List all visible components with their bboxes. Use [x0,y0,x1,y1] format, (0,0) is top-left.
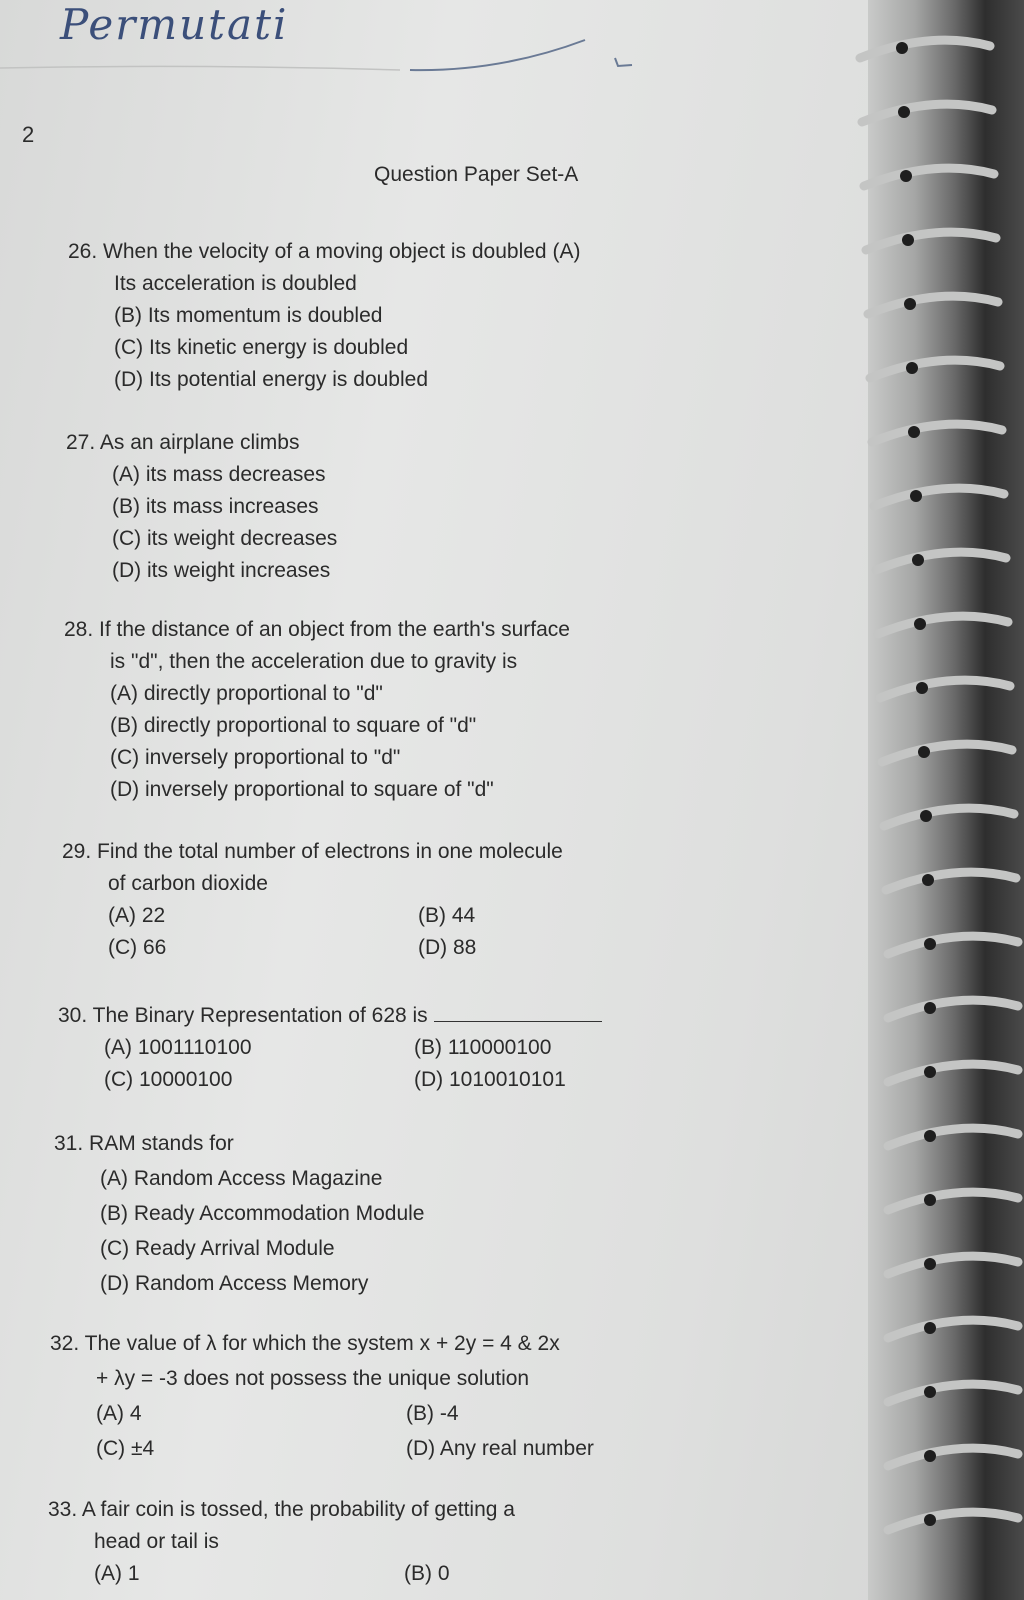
paper-title: Question Paper Set-A [374,163,579,186]
question-stem-continued: is "d", then the acceleration due to gravity is [110,650,518,673]
coil-ring [888,1320,1018,1338]
coil-ring [888,936,1018,954]
punch-hole [916,682,928,694]
option: (A) directly proportional to "d" [110,682,383,705]
option: (B) its mass increases [112,495,319,518]
option: (C) 10000100 [104,1068,233,1091]
coil-ring [862,104,992,122]
option: (A) its mass decreases [112,463,326,486]
question-stem: 33. A fair coin is tossed, the probability of getting a [48,1498,515,1521]
coil-ring [864,168,994,186]
page-number: 2 [22,122,35,147]
coil-ring [878,616,1008,634]
punch-hole [924,1450,936,1462]
punch-hole [924,1514,936,1526]
coil-ring [860,40,990,58]
option: (B) -4 [406,1402,459,1425]
coil-ring [886,872,1016,890]
question-27 [66,427,337,587]
option: (D) Any real number [406,1437,594,1460]
option: (A) 22 [108,904,166,927]
punch-hole [904,298,916,310]
option: (D) its weight increases [112,559,331,582]
punch-hole [902,234,914,246]
question-stem: 28. If the distance of an object from the earth's surface [64,618,570,641]
coil-ring [888,1512,1018,1530]
coil-ring [876,552,1006,570]
option: (A) Random Access Magazine [100,1167,383,1190]
option: (D) inversely proportional to square of "d" [110,778,494,801]
punch-hole [924,1002,936,1014]
question-30 [58,1000,694,1096]
option: (D) 1010010101 [414,1068,566,1091]
punch-hole [924,1386,936,1398]
option: (C) 66 [108,936,167,959]
coil-ring [874,488,1004,506]
option: (B) 0 [404,1562,450,1585]
punch-hole [906,362,918,374]
option: (C) inversely proportional to "d" [110,746,401,769]
punch-hole [924,1258,936,1270]
coil-ring [888,1192,1018,1210]
coil-ring [888,1128,1018,1146]
answer-blank [434,1003,602,1022]
question-stem: 31. RAM stands for [54,1132,234,1155]
option: (B) Ready Accommodation Module [100,1202,425,1225]
option: (C) its weight decreases [112,527,338,550]
coil-ring [888,1000,1018,1018]
question-31 [54,1126,425,1301]
question-stem: 29. Find the total number of electrons in one molecule [62,840,563,863]
question-33 [48,1494,684,1590]
punch-hole [896,42,908,54]
coil-ring [884,808,1014,826]
question-stem: 26. When the velocity of a moving object is doubled (A) [68,240,581,263]
punch-hole [924,1130,936,1142]
question-32 [50,1326,686,1466]
option: (B) directly proportional to square of "d" [110,714,477,737]
coil-ring [882,744,1012,762]
punch-hole [924,1194,936,1206]
punch-hole [918,746,930,758]
option: (C) ±4 [96,1437,155,1460]
question-29 [62,836,698,964]
question-stem: 32. The value of λ for which the system x + 2y = 4 & 2x [50,1332,560,1355]
punch-hole [924,1066,936,1078]
coil-ring [888,1064,1018,1082]
option: (B) 44 [418,904,476,927]
punch-hole [924,1322,936,1334]
punch-hole [924,938,936,950]
option: (D) 88 [418,936,477,959]
punch-hole [922,874,934,886]
punch-hole [908,426,920,438]
question-stem-continued: head or tail is [94,1530,219,1553]
question-28 [64,614,570,806]
option: (C) Ready Arrival Module [100,1237,335,1260]
option: (D) Random Access Memory [100,1272,369,1295]
coil-ring [880,680,1010,698]
punch-hole [910,490,922,502]
coil-ring [872,424,1002,442]
question-stem: 27. As an airplane climbs [66,431,300,454]
option: (A) 1 [94,1562,140,1585]
coil-ring [888,1448,1018,1466]
option: (D) Its potential energy is doubled [114,368,429,391]
coil-ring [868,296,998,314]
question-stem-continued: + λy = -3 does not possess the unique solution [96,1367,530,1390]
option: Its acceleration is doubled [114,272,357,295]
question-stem: 30. The Binary Representation of 628 is [58,1004,428,1027]
coil-ring [888,1384,1018,1402]
question-stem-continued: of carbon dioxide [108,872,268,895]
question-26 [68,236,580,396]
coil-ring [866,232,996,250]
punch-hole [914,618,926,630]
punch-hole [898,106,910,118]
punch-hole [920,810,932,822]
coil-ring [870,360,1000,378]
option: (B) 110000100 [414,1036,552,1059]
punch-hole [900,170,912,182]
handwritten-note: Permutati [60,0,289,49]
option: (A) 1001110100 [104,1036,252,1059]
punch-hole [912,554,924,566]
option: (A) 4 [96,1402,142,1425]
option: (C) Its kinetic energy is doubled [114,336,409,359]
coil-ring [888,1256,1018,1274]
option: (B) Its momentum is doubled [114,304,383,327]
